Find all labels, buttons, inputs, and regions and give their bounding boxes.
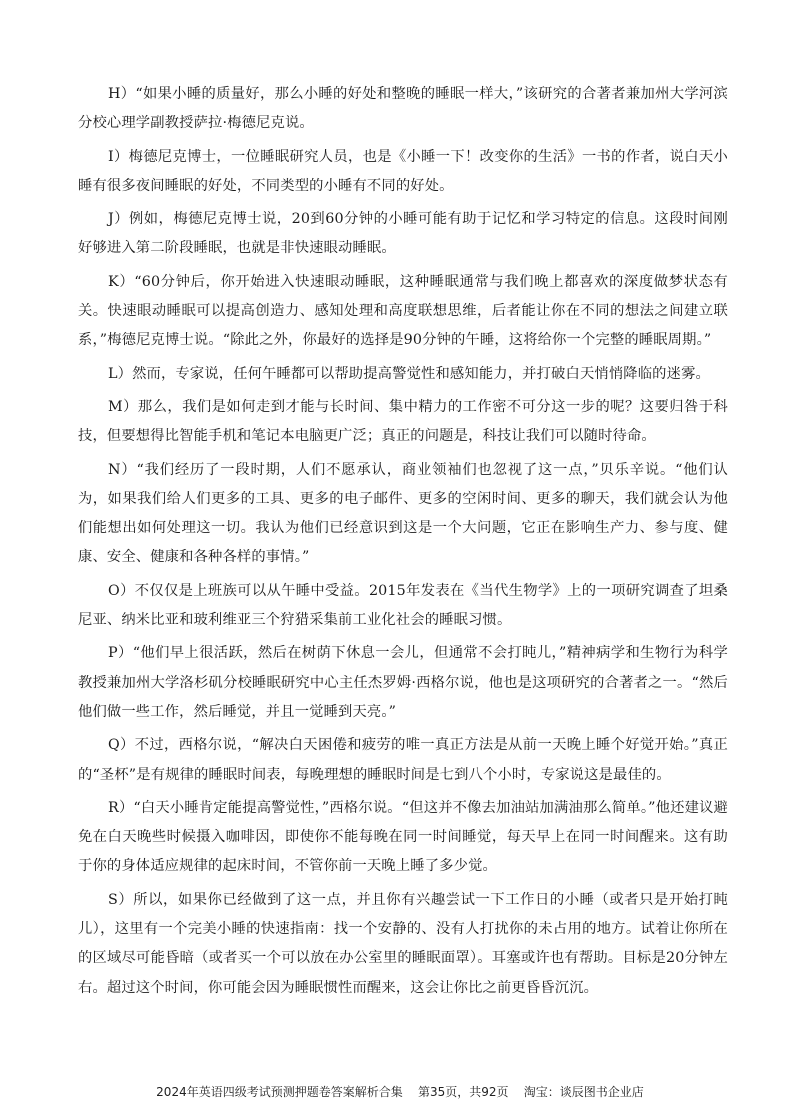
paragraph-j: J）例如，梅德尼克博士说，20到60分钟的小睡可能有助于记忆和学习特定的信息。这段时间刚好够进入第二阶段睡眠，也就是非快速眼动睡眠。: [78, 211, 728, 257]
page-footer: [0, 1083, 800, 1100]
paragraph-o: O）不仅仅是上班族可以从午睡中受益。2015年发表在《当代生物学》上的一项研究调查了坦桑尼亚、纳米比亚和玻利维亚三个狩猎采集前工业化社会的睡眠习惯。: [78, 582, 728, 629]
paragraph-i: I）梅德尼克博士，一位睡眠研究人员，也是《小睡一下！改变你的生活》一书的作者，说白天小睡有很多夜间睡眠的好处，不同类型的小睡有不同的好处。: [78, 148, 728, 194]
paragraph-p: P）“他们早上很活跃，然后在树荫下休息一会儿，但通常不会打盹儿，”精神病学和生物行为科学教授兼加州大学洛杉矶分校睡眠研究中心主任杰罗姆·西格尔说，他也是这项研究的合著者之一。“然后他们做一些工作，然后睡觉，并且一觉睡到天亮。”: [78, 645, 728, 720]
paragraph-q: Q）不过，西格尔说，“解决白天困倦和疲劳的唯一真正方法是从前一天晚上睡个好觉开始。”真正的“圣杯”是有规律的睡眠时间表，每晚理想的睡眠时间是七到八个小时，专家说这是最佳的。: [78, 737, 728, 783]
paragraph-h: H）“如果小睡的质量好，那么小睡的好处和整晚的睡眠一样大，”该研究的合著者兼加州大学河滨分校心理学副教授萨拉·梅德尼克说。: [78, 86, 728, 132]
footer-collection-title: 2024年英语四级考试预测押题卷答案解析合集: [156, 1085, 403, 1099]
paragraph-k: K）“60分钟后，你开始进入快速眼动睡眠，这种睡眠通常与我们晚上都喜欢的深度做梦状态有关。快速眼动睡眠可以提高创造力、感知处理和高度联想思维，后者能让你在不同的想法之间建立联系，”梅德尼克博士说。“除此之外，你最好的选择是90分钟的午睡，这将给你一个完整的睡眠周期。”: [78, 273, 728, 349]
paragraph-s: S）所以，如果你已经做到了这一点，并且你有兴趣尝试一下工作日的小睡（或者只是开始打盹儿），这里有一个完美小睡的快速指南：找一个安静的、没有人打扰你的未占用的地方。试着让你所在的区域尽可能昏暗（或者买一个可以放在办公室里的睡眠面罩）。耳塞或许也有帮助。目标是20分钟左右。超过这个时间，你可能会因为睡眠惯性而醒来，这会让你比之前更昏昏沉沉。: [78, 891, 728, 996]
footer-shop: 淘宝：谈辰图书企业店: [523, 1085, 644, 1099]
paragraph-n: N）“我们经历了一段时期，人们不愿承认，商业领袖们也忽视了这一点，”贝乐辛说。“他们认为，如果我们给人们更多的工具、更多的电子邮件、更多的空闲时间、更多的聊天，我们就会认为他们能想出如何处理这一切。我认为他们已经意识到这是一个大问题，它正在影响生产力、参与度、健康、安全、健康和各种各样的事情。”: [78, 461, 728, 566]
article-body: [78, 80, 728, 1007]
paragraph-r: R）“白天小睡肯定能提高警觉性，”西格尔说。“但这并不像去加油站加满油那么简单。”他还建议避免在白天晚些时候摄入咖啡因，即使你不能每晚在同一时间睡觉，每天早上在同一时间醒来。这有助于你的身体适应规律的起床时间，不管你前一天晚上睡了多少觉。: [78, 799, 728, 875]
footer-page-number: 第35页，共92页: [417, 1085, 509, 1099]
paragraph-m: M）那么，我们是如何走到才能与长时间、集中精力的工作密不可分这一步的呢？这要归咎于科技，但要想得比智能手机和笔记本电脑更广泛；真正的问题是，科技让我们可以随时待命。: [78, 398, 728, 445]
paragraph-l: L）然而，专家说，任何午睡都可以帮助提高警觉性和感知能力，并打破白天悄悄降临的迷雾。: [108, 365, 710, 382]
